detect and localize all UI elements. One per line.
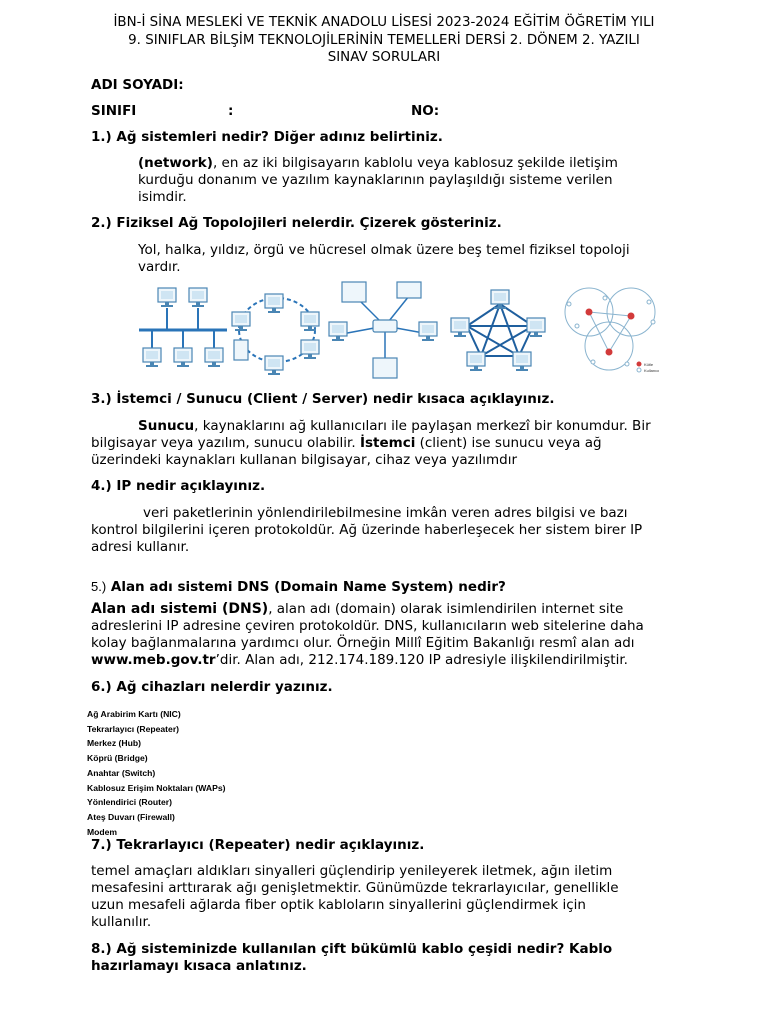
list-item: Yönlendirici (Router) [87,797,172,808]
answer-7 [91,863,691,931]
mesh-topology-figure [451,290,545,371]
list-item: Anahtar (Switch) [87,767,156,778]
answer-4-line-1: veri paketlerinin yönlendirilebilmesine imkân veren adres bilgisi ve bazı [143,505,628,521]
question-5 [91,579,506,595]
answer-4-line-2: kontrol bilgilerini içeren protokoldür. Ağ üzerinde haberleşecek her sistem birer IP [91,522,643,538]
question-8-line-1: 8.) Ağ sisteminizde kullanılan çift bükümlü kablo çeşidi nedir? Kablo [91,941,613,957]
answer-3 [91,418,691,469]
answer-3-term-client: İstemci [359,435,416,451]
answer-7-line-2: mesafesini arttırarak ağı genişletmektir. Günümüzde tekrarlayıcılar, genellikle [91,880,619,896]
answer-5-text: , alan adı (domain) olarak isimlendirilen internet site [268,601,624,617]
ring-topology-figure [232,294,319,375]
list-item: Ağ Arabirim Kartı (NIC) [87,709,181,719]
answer-4-line-3: adresi kullanır. [91,539,190,555]
bus-topology-figure [139,288,227,367]
question-8 [91,941,612,975]
star-topology-figure [329,282,437,378]
question-2: 2.) Fiziksel Ağ Topolojileri nelerdir. Çizerek gösteriniz. [91,215,502,231]
list-item: Merkez (Hub) [87,738,141,749]
question-1: 1.) Ağ sistemleri nedir? Diğer adınız belirtiniz. [91,129,443,145]
header-line-3: SINAV SORULARI [327,50,441,65]
class-label: SINIFI [91,103,137,119]
answer-7-line-1: temel amaçları aldıkları sinyalleri güçlendirip yenileyerek iletmek, ağın iletim [91,863,613,879]
answer-1 [138,155,698,206]
answer-1-text: , en az iki bilgisayarın kablolu veya kablosuz şekilde iletişim [212,155,618,171]
cellular-legend-label-2: Kullanıcı [644,368,660,373]
answer-3-line-2: bilgisayar veya yazılım, sunucu olabilir. [91,435,360,451]
name-label: ADI SOYADI: [91,77,184,93]
class-colon: : [228,103,234,119]
header-line-1: İBN-İ SİNA MESLEKİ VE TEKNİK ANADOLU LİSESİ 2023-2024 EĞİTİM ÖĞRETİM YILI [113,15,655,30]
list-item: Köprü (Bridge) [87,753,148,764]
question-5-number: 5.) [91,579,107,594]
question-7: 7.) Tekrarlayıcı (Repeater) nedir açıklayınız. [91,837,425,853]
question-8-line-2: hazırlamayı kısaca anlatınız. [91,958,307,974]
answer-5-line-3: kolay bağlanmalarına yardımcı olur. Örneğin Millî Eğitim Bakanlığı resmî alan adı [91,635,635,651]
answer-3-line-3: üzerindeki kaynakları kullanan bilgisayar, cihaz veya yazılımdır [91,452,517,468]
answer-3-text: , kaynaklarını ağ kullanıcıları ile paylaşan merkezî bir konumdur. Bir [194,418,651,434]
answer-7-line-3: uzun mesafeli ağlarda fiber optik kabloların sinyallerini güçlendirmek için [91,897,586,913]
list-item: Tekrarlayıcı (Repeater) [87,723,180,734]
topology-diagram [137,278,665,382]
question-5-text: Alan adı sistemi DNS (Domain Name System) nedir? [106,579,506,595]
list-item: Kablosuz Erişim Noktaları (WAPs) [87,782,226,793]
cellular-topology-figure [565,288,659,373]
answer-1-line-2: kurduğu donanım ve yazılım kaynaklarının paylaşıldığı sisteme verilen [138,172,613,188]
answer-5-domain: www.meb.gov.tr [91,652,216,668]
list-item: Ateş Duvarı (Firewall) [87,811,175,822]
answer-2-line-1: Yol, halka, yıldız, örgü ve hücresel olmak üzere beş temel fiziksel topoloji [138,242,630,258]
answer-4 [91,505,691,556]
answer-3-line-2-rest: (client) ise sunucu veya ağ [415,435,602,451]
answer-7-line-4: kullanılır. [91,914,152,930]
cellular-legend-label-1: Kütle [644,362,654,367]
answer-1-term: (network) [138,155,213,171]
list-item: Modem [87,826,118,837]
answer-1-line-3: isimdir. [138,189,187,205]
answer-5 [91,601,691,669]
answer-2-line-2: vardır. [138,259,181,275]
no-label: NO: [411,103,440,119]
answer-3-term-server: Sunucu [138,418,195,434]
question-4: 4.) IP nedir açıklayınız. [91,478,266,494]
answer-5-term: Alan adı sistemi (DNS) [91,601,269,617]
question-3: 3.) İstemci / Sunucu (Client / Server) nedir kısaca açıklayınız. [91,391,555,407]
device-list [87,707,226,839]
answer-2 [138,242,698,276]
answer-5-line-2: adreslerini IP adresine çeviren protokoldür. DNS, kullanıcıların web sitelerine daha [91,618,644,634]
header-line-2: 9. SINIFLAR BİLŞİM TEKNOLOJİLERİNİN TEMELLERİ DERSİ 2. DÖNEM 2. YAZILI [128,33,640,48]
question-6: 6.) Ağ cihazları nelerdir yazınız. [91,679,333,695]
answer-5-line-4: ’dir. Alan adı, 212.174.189.120 IP adresiyle ilişkilendirilmiştir. [215,652,628,668]
